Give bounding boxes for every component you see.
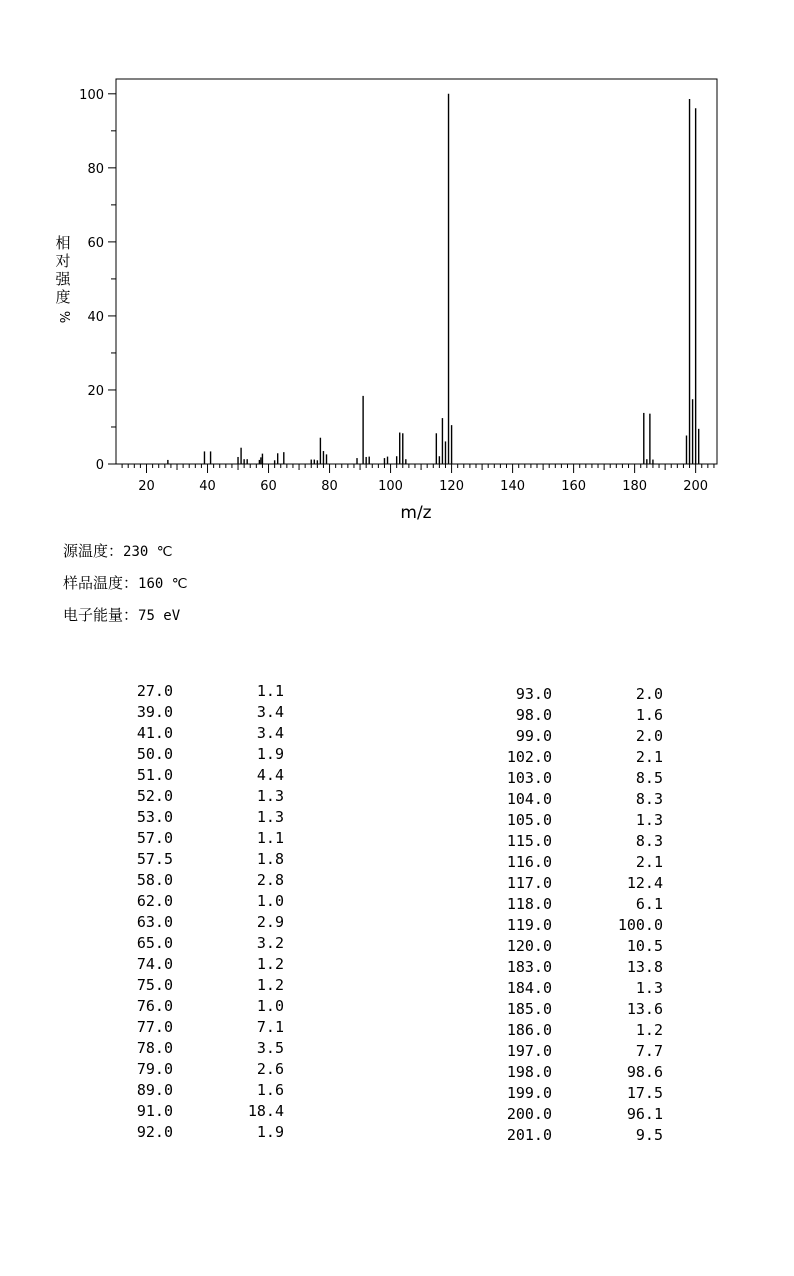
x-tick-label: 120 [439,479,464,494]
mz-value: 118.0 [506,895,552,913]
y-tick-label: 0 [95,458,104,473]
table-row [120,996,290,1017]
abundance-value: 1.6 [635,706,663,724]
abundance-value: 1.0 [256,892,284,910]
x-tick-label: 60 [260,479,277,494]
abundance-value: 1.2 [635,1021,663,1039]
table-row [480,831,670,852]
y-axis-label-char: 强 [55,270,71,288]
table-row [480,768,670,789]
peak-table-left [120,681,290,1143]
table-row [120,807,290,828]
condition-label: 电子能量： [63,606,139,624]
abundance-value: 3.2 [256,934,284,952]
table-row [120,870,290,891]
mz-value: 93.0 [515,685,552,703]
abundance-value: 2.1 [635,748,663,766]
x-axis-label: m/z [400,503,432,523]
peak-table-right [480,684,670,1146]
mz-value: 39.0 [136,703,173,721]
table-row [480,1083,670,1104]
abundance-value: 2.0 [635,685,663,703]
y-axis-label-text [52,234,74,306]
abundance-value: 12.4 [626,874,663,892]
abundance-value: 7.7 [635,1042,663,1060]
plot-frame [116,79,717,464]
x-tick-label: 200 [683,479,709,494]
condition-value: 160 ℃ [138,576,188,592]
table-row [120,891,290,912]
x-tick-label: 160 [561,479,587,494]
abundance-value: 1.3 [256,787,284,805]
table-row [480,894,670,915]
y-axis-label [52,234,74,326]
x-tick-label: 40 [199,479,216,494]
abundance-value: 17.5 [626,1084,663,1102]
mz-value: 76.0 [136,997,173,1015]
mz-value: 74.0 [136,955,173,973]
x-tick-label: 180 [622,479,648,494]
table-row [120,744,290,765]
abundance-value: 18.4 [247,1102,284,1120]
abundance-value: 4.4 [256,766,284,784]
table-row [480,747,670,768]
mz-value: 27.0 [136,682,173,700]
table-row [480,789,670,810]
abundance-value: 100.0 [617,916,663,934]
table-row [120,912,290,933]
abundance-value: 1.3 [635,979,663,997]
table-row [120,954,290,975]
spectrum-peaks [168,94,699,464]
mz-value: 102.0 [506,748,552,766]
abundance-value: 2.9 [256,913,284,931]
y-tick-label: 80 [87,161,104,177]
x-tick-label: 100 [378,479,403,494]
y-tick-label: 20 [87,383,104,399]
abundance-value: 3.4 [256,724,284,742]
abundance-value: 1.9 [256,1123,284,1141]
abundance-value: 1.0 [256,997,284,1015]
mz-value: 197.0 [506,1042,552,1060]
table-row [480,852,670,873]
table-row [480,1062,670,1083]
table-row [480,957,670,978]
abundance-value: 13.8 [626,958,663,976]
mz-value: 79.0 [136,1060,173,1078]
abundance-value: 1.2 [256,955,284,973]
table-row [480,705,670,726]
abundance-value: 1.1 [256,829,284,847]
mz-value: 201.0 [506,1126,552,1144]
condition-electron-energy [63,604,180,625]
abundance-value: 96.1 [626,1105,663,1123]
x-tick-label: 140 [500,479,526,494]
abundance-value: 2.0 [635,727,663,745]
table-row [480,810,670,831]
x-tick-label: 20 [138,479,155,494]
mz-value: 103.0 [506,769,552,787]
mz-value: 91.0 [136,1102,173,1120]
condition-label: 源温度： [63,542,124,560]
table-row [120,681,290,702]
abundance-value: 3.5 [256,1039,284,1057]
abundance-value: 1.9 [256,745,284,763]
condition-value: 230 ℃ [123,544,173,560]
abundance-value: 10.5 [626,937,663,955]
abundance-value: 2.8 [256,871,284,889]
abundance-value: 8.3 [635,832,663,850]
table-row [480,726,670,747]
table-row [480,1104,670,1125]
table-row [120,702,290,723]
mz-value: 78.0 [136,1039,173,1057]
condition-sample-temp [63,572,187,593]
mz-value: 52.0 [136,787,173,805]
abundance-value: 8.5 [635,769,663,787]
mz-value: 99.0 [515,727,552,745]
table-row [480,1041,670,1062]
abundance-value: 1.6 [256,1081,284,1099]
table-row [480,873,670,894]
table-row [120,1080,290,1101]
table-row [480,936,670,957]
mz-value: 92.0 [136,1123,173,1141]
table-row [480,915,670,936]
abundance-value: 8.3 [635,790,663,808]
mz-value: 119.0 [506,916,552,934]
table-row [120,1038,290,1059]
condition-source-temp [63,540,172,561]
mz-value: 120.0 [506,937,552,955]
mass-spectrum-chart [0,0,794,530]
y-axis-unit: % [55,310,71,324]
abundance-value: 1.3 [256,808,284,826]
abundance-value: 13.6 [626,1000,663,1018]
mz-value: 65.0 [136,934,173,952]
mz-value: 200.0 [506,1105,552,1123]
y-tick-label: 60 [87,235,104,251]
mz-value: 199.0 [506,1084,552,1102]
abundance-value: 1.8 [256,850,284,868]
abundance-value: 7.1 [256,1018,284,1036]
mz-value: 105.0 [506,811,552,829]
y-axis-label-char: 度 [55,288,71,306]
abundance-value: 2.1 [635,853,663,871]
mz-value: 186.0 [506,1021,552,1039]
mz-value: 57.5 [136,850,173,868]
y-tick-label: 100 [79,87,104,103]
table-row [120,1059,290,1080]
mz-value: 117.0 [506,874,552,892]
abundance-value: 6.1 [635,895,663,913]
table-row [120,828,290,849]
table-row [480,999,670,1020]
mz-value: 77.0 [136,1018,173,1036]
y-tick-label: 40 [87,309,104,325]
table-row [120,933,290,954]
mz-value: 50.0 [136,745,173,763]
mz-value: 62.0 [136,892,173,910]
abundance-value: 1.2 [256,976,284,994]
mz-value: 89.0 [136,1081,173,1099]
mz-value: 116.0 [506,853,552,871]
mz-value: 198.0 [506,1063,552,1081]
table-row [480,1020,670,1041]
abundance-value: 98.6 [626,1063,663,1081]
table-row [120,1017,290,1038]
abundance-value: 2.6 [256,1060,284,1078]
mz-value: 63.0 [136,913,173,931]
table-row [120,975,290,996]
mz-value: 115.0 [506,832,552,850]
mz-value: 185.0 [506,1000,552,1018]
y-axis-label-char: 对 [55,252,71,270]
table-row [480,1125,670,1146]
mz-value: 57.0 [136,829,173,847]
table-row [480,978,670,999]
table-row [120,1101,290,1122]
condition-label: 样品温度： [63,574,139,592]
mz-value: 184.0 [506,979,552,997]
mz-value: 98.0 [515,706,552,724]
mz-value: 104.0 [506,790,552,808]
table-row [120,765,290,786]
y-axis [79,88,116,473]
table-row [120,786,290,807]
abundance-value: 9.5 [635,1126,663,1144]
mz-value: 75.0 [136,976,173,994]
table-row [120,849,290,870]
table-row [480,684,670,705]
mz-value: 183.0 [506,958,552,976]
mz-value: 58.0 [136,871,173,889]
table-row [120,723,290,744]
abundance-value: 1.1 [256,682,284,700]
x-axis [122,464,714,494]
mz-value: 41.0 [136,724,173,742]
mz-value: 53.0 [136,808,173,826]
abundance-value: 3.4 [256,703,284,721]
y-axis-label-char: 相 [55,234,71,252]
x-tick-label: 80 [321,479,338,494]
abundance-value: 1.3 [635,811,663,829]
mz-value: 51.0 [136,766,173,784]
condition-value: 75 eV [138,608,181,624]
table-row [120,1122,290,1143]
